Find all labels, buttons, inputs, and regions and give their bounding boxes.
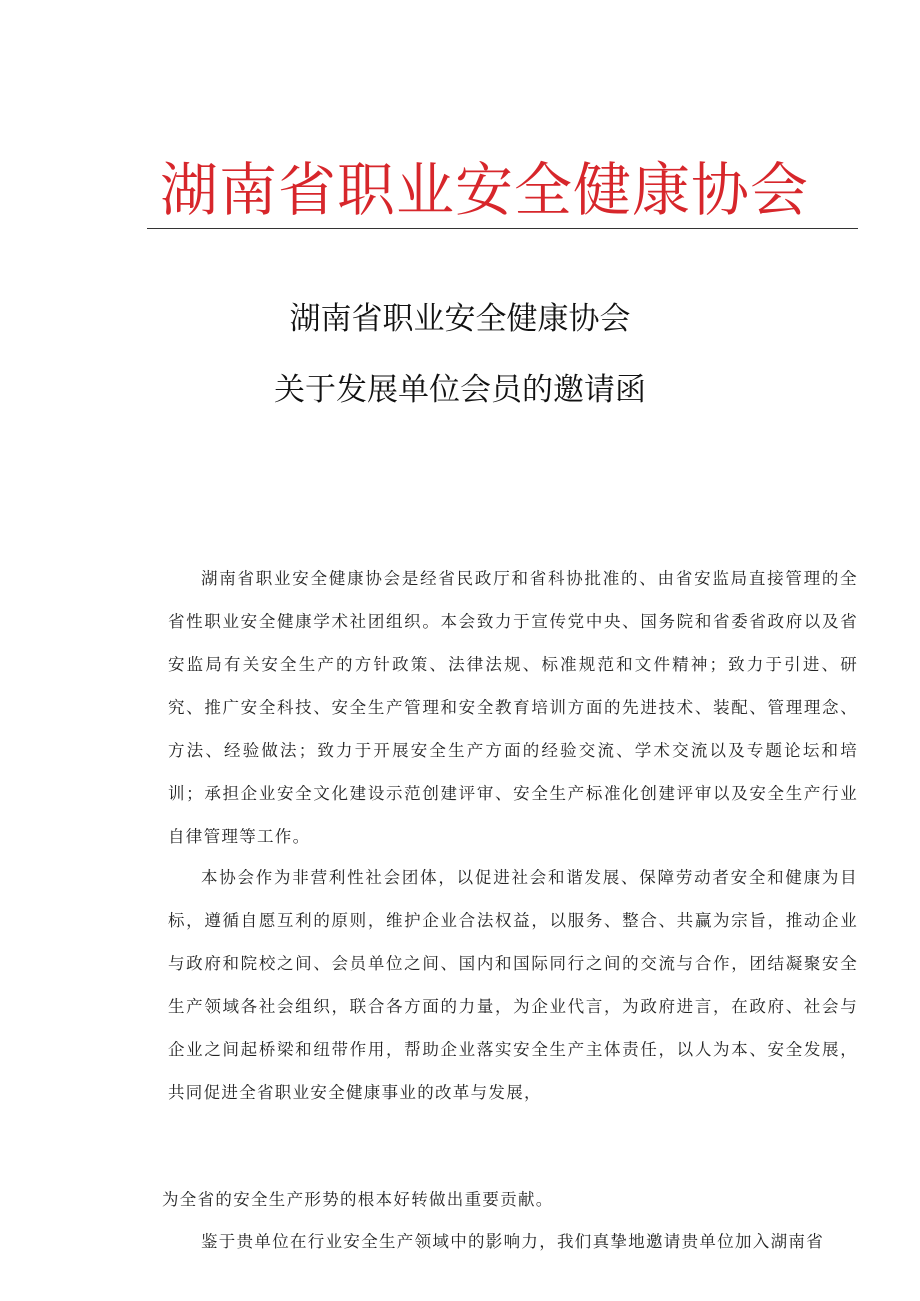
document-title-line2: 关于发展单位会员的邀请函	[274, 372, 646, 408]
paragraph-text: 湖南省职业安全健康协会是经省民政厅和省科协批准的、由省安监局直接管理的全省性职业安全健康学术社团组织。本会致力于宣传党中央、国务院和省委省政府以及省安监局有关安全生产的方针政策、法律法规、标准规范和文件精神；致力于引进、研究、推广安全科技、安全生产管理和安全教育培训方面的先进技术、装配、管理理念、方法、经验做法；致力于开展安全生产方面的经验交流、学术交流以及专题论坛和培训；承担企业安全文化建设示范创建评审、安全生产标准化创建评审以及安全生产行业自律管理等工作。	[168, 569, 858, 846]
body-paragraph-4: 鉴于贵单位在行业安全生产领域中的影响力，我们真挚地邀请贵单位加入湖南省	[201, 1232, 824, 1251]
body-paragraph-2	[168, 856, 858, 1114]
paragraph-text: 本协会作为非营利性社会团体，以促进社会和谐发展、保障劳动者安全和健康为目标，遵循自愿互利的原则，维护企业合法权益，以服务、整合、共赢为宗旨，推动企业与政府和院校之间、会员单位之间、国内和国际同行之间的交流与合作，团结凝聚安全生产领域各社会组织，联合各方面的力量，为企业代言，为政府进言，在政府、社会与企业之间起桥梁和纽带作用，帮助企业落实安全生产主体责任，以人为本、安全发展，共同促进全省职业安全健康事业的改革与发展，	[168, 868, 858, 1102]
letterhead-rule	[147, 228, 858, 229]
body-paragraph-3: 为全省的安全生产形势的根本好转做出重要贡献。	[162, 1190, 554, 1209]
document-title-line1: 湖南省职业安全健康协会	[289, 301, 631, 337]
letterhead-title: 湖南省职业安全健康协会	[160, 156, 810, 224]
body-paragraph-1	[168, 557, 858, 858]
